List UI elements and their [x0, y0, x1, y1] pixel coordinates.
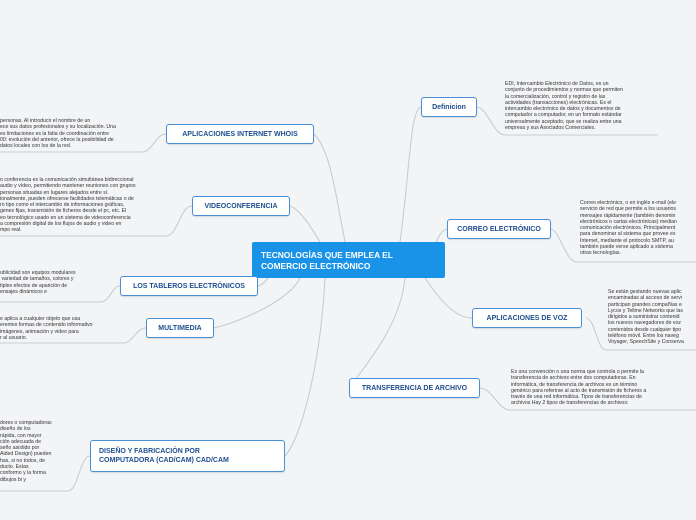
note-correo-electronico: Correo electrónico, o en inglés e-mail (ele servicio de red que permite a los usuarios mensajes rápidamente (también denomin electrónicos o cartas electrónicas) median comunicación electrónicos. Principalment para denominar al sistema que provee es Internet, mediante el protocolo SMTP, au también puede verse aplicado a sistema otras tecnologías. — [580, 200, 677, 257]
topic-videoconferencia-label: VIDEOCONFERENCIA — [204, 202, 278, 210]
topic-correo-electronico-label: CORREO ELECTRÓNICO — [457, 225, 541, 233]
note-transferencia-de-archivo: Es una convención o una norma que controla o permite la transferencia de archivos entre dos computadoras. En informática, de transferencia de archivos es un término genérico para referirse al acto de transmisión de ficheros a través de una red informática. Tipos de transferencias de archivos Hay 2 tipos de transferencias de archivos: — [511, 369, 647, 407]
topic-aplicaciones-de-voz[interactable] — [472, 308, 582, 328]
connector-cad — [285, 278, 325, 456]
note-diseno-cad-cam: dores o computadoras diseño de los rápida, con mayor ción adecuada de seño asistido por Aided Design) pueden has, si no todos, de ducto. Estas conformo y la forma dibujos bi y — [0, 420, 52, 483]
central-topic-line2: COMERCIO ELECTRÓNICO — [261, 261, 371, 271]
note-tableros-electronicos: ublicidad son equipos modulares variedad de tamaños, colores y tiples efectos de aparición de ensajes dinámicos e — [0, 270, 76, 295]
connector-tableros — [258, 278, 268, 286]
central-topic[interactable] — [252, 242, 445, 278]
note-definicion: EDI, Intercambio Electrónico de Datos, es un conjunto de procedimientos y normas que permiten la comercialización, control y registro de las actividades (transacciones) electrónicas. Es el intercambio electrónico de datos y documentos de computador a computador, en un formato estándar universalmente aceptado, que se realiza entre una empresa y sus Asociados Comerciales. — [505, 81, 623, 132]
topic-diseno-cad-cam-line2: COMPUTADORA (CAD/CAM) CAD/CAM — [99, 457, 229, 464]
topic-aplicaciones-de-voz-label: APLICACIONES DE VOZ — [486, 314, 568, 322]
topic-correo-electronico[interactable] — [447, 219, 551, 239]
topic-transferencia-de-archivo[interactable] — [349, 378, 480, 398]
topic-tableros-electronicos[interactable] — [120, 276, 258, 296]
connector-whois — [314, 134, 345, 242]
topic-transferencia-de-archivo-label: TRANSFERENCIA DE ARCHIVO — [361, 384, 468, 392]
connector-transferencia — [350, 278, 405, 388]
topic-aplicaciones-internet-whois[interactable] — [166, 124, 314, 144]
topic-aplicaciones-internet-whois-label: APLICACIONES INTERNET WHOIS — [182, 130, 298, 138]
topic-multimedia[interactable] — [146, 318, 214, 338]
note-videoconferencia: o conferencia es la comunicación simultánea bidireccional audio y vídeo, permitiendo mantener reuniones con grupos personas situadas en lugares alejados entre sí. ionalmente, pueden ofrecerse facilidades telemáticas o de ro tipo como el intercambio de informaciones gráficas, genes fijas, transmisión de ficheros desde el pc, etc. El eo tecnológico usado en un sistema de videoconferencia a compresión digital de los flujos de audio y video en mpo real. — [0, 177, 136, 234]
topic-diseno-cad-cam-line1: DISEÑO Y FABRICACIÓN POR — [99, 448, 200, 455]
note-multimedia: e aplica a cualquier objeto que usa erentes formas de contenido informativo imágenes, animación y video para r al usuario. — [0, 316, 93, 341]
connector-definicion — [400, 107, 421, 242]
topic-diseno-cad-cam[interactable] — [90, 440, 285, 472]
topic-definicion-label: Definicion — [432, 103, 466, 111]
topic-tableros-electronicos-label: LOS TABLEROS ELECTRÓNICOS — [133, 282, 245, 290]
note-aplicaciones-de-voz: Se están gestando nuevas aplic encaminadas al acceso de servi participan grandes compañías e Lycos y Tellme Networks que las dirigidos a suministrar contenid los nuevos navegadores de voz contenidos desde cualquier tipo teléfono móvil. Entre los naveg Voyager, SpeechSite y Conserva — [608, 289, 684, 346]
topic-multimedia-label: MULTIMEDIA — [158, 324, 202, 332]
central-topic-line1: TECNOLOGÍAS QUE EMPLEA EL — [261, 250, 393, 260]
connector-voz — [425, 278, 472, 318]
topic-definicion[interactable] — [421, 97, 477, 117]
connector-videoconferencia — [290, 206, 320, 242]
topic-videoconferencia[interactable] — [192, 196, 290, 216]
note-aplicaciones-internet-whois: personas. Al introducir el nombre de un ece sus datos profesionales y su localización. Una es limitaciones es la falta de coordinación entre 00: evolución del anterior, ofrece la posibilidad de datos locales con los de la red. — [0, 118, 116, 150]
